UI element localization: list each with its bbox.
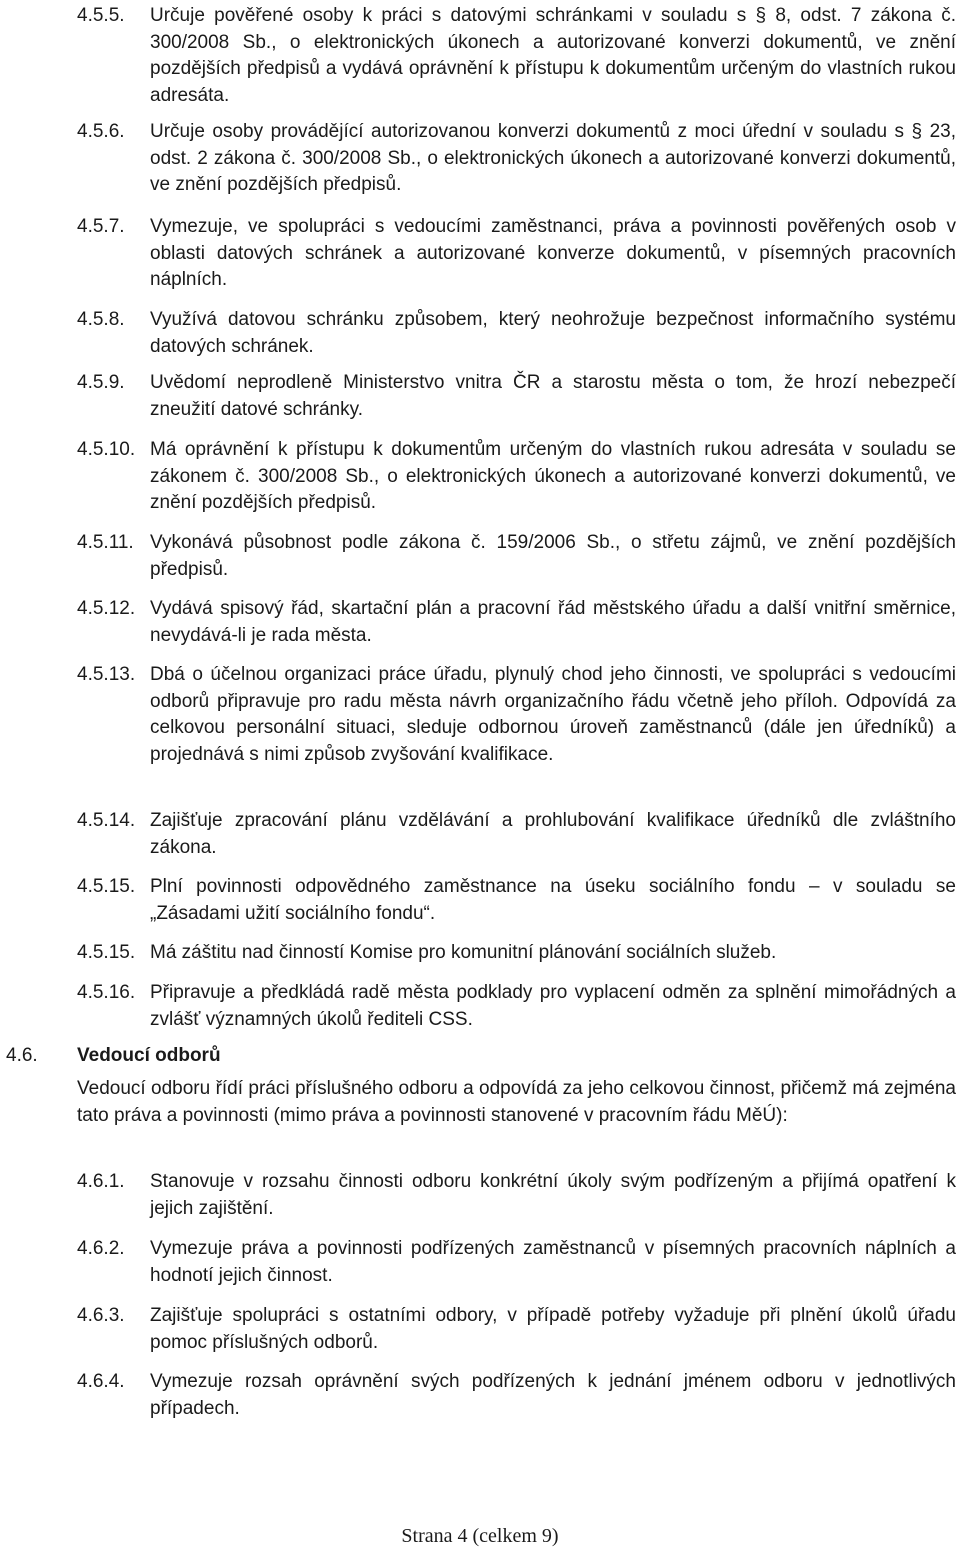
item-text: Uvědomí neprodleně Ministerstvo vnitra ČR a starostu města o tom, že hrozí nebezpečí zneužití datové schránky. bbox=[150, 372, 956, 420]
item-number: 4.6.1. bbox=[77, 1171, 125, 1192]
item-text: Zajišťuje zpracování plánu vzdělávání a prohlubování kvalifikace úředníků dle zvláštního zákona. bbox=[150, 810, 956, 858]
item-text: Plní povinnosti odpovědného zaměstnance na úseku sociálního fondu – v souladu se „Zásadami užití sociálního fondu“. bbox=[150, 876, 956, 924]
item-number: 4.5.11. bbox=[77, 532, 134, 553]
item-text: Využívá datovou schránku způsobem, který neohrožuje bezpečnost informačního systému datových schránek. bbox=[150, 309, 956, 357]
item-text: Zajišťuje spolupráci s ostatními odbory, v případě potřeby vyžaduje při plnění úkolů úřadu pomoc příslušných odborů. bbox=[150, 1305, 956, 1353]
item-text: Vymezuje práva a povinnosti podřízených zaměstnanců v písemných pracovních náplních a hodnotí jejich činnost. bbox=[150, 1238, 956, 1286]
item-number: 4.6.3. bbox=[77, 1305, 125, 1326]
item-number: 4.5.14. bbox=[77, 810, 136, 831]
item-number: 4.5.15. bbox=[77, 876, 136, 897]
item-number: 4.5.6. bbox=[77, 121, 125, 142]
item-number: 4.5.5. bbox=[77, 5, 125, 26]
item-text: Vykonává působnost podle zákona č. 159/2006 Sb., o střetu zájmů, ve znění pozdějších předpisů. bbox=[150, 532, 956, 580]
item-text: Určuje osoby provádějící autorizovanou konverzi dokumentů z moci úřední v souladu s § 23, odst. 2 zákona č. 300/2008 Sb., o elektronických úkonech a autorizované konverzi dokumentů, ve znění pozdějších předpisů. bbox=[150, 121, 956, 195]
page-footer: Strana 4 (celkem 9) bbox=[401, 1525, 559, 1547]
item-text: Připravuje a předkládá radě města podklady pro vyplacení odměn za splnění mimořádných a zvlášť významných úkolů řediteli CSS. bbox=[150, 982, 956, 1030]
item-text: Vymezuje, ve spolupráci s vedoucími zaměstnanci, práva a povinnosti pověřených osob v oblasti datových schránek a autorizované konverze dokumentů, v písemných pracovních náplních. bbox=[150, 216, 956, 290]
item-number: 4.5.15. bbox=[77, 942, 136, 963]
item-number: 4.5.16. bbox=[77, 982, 136, 1003]
item-number: 4.6.2. bbox=[77, 1238, 125, 1259]
item-number: 4.5.9. bbox=[77, 372, 125, 393]
item-number: 4.5.13. bbox=[77, 664, 136, 685]
item-text: Vydává spisový řád, skartační plán a pracovní řád městského úřadu a další vnitřní směrnice, nevydává-li je rada města. bbox=[150, 598, 956, 646]
section-title: Vedoucí odborů bbox=[77, 1045, 221, 1066]
item-text: Má oprávnění k přístupu k dokumentům určeným do vlastních rukou adresáta v souladu se zákonem č. 300/2008 Sb., o elektronických úkonech a autorizované konverzi dokumentů, ve znění pozdějších předpisů. bbox=[150, 439, 956, 513]
item-number: 4.5.12. bbox=[77, 598, 136, 619]
item-number: 4.6.4. bbox=[77, 1371, 125, 1392]
section-number: 4.6. bbox=[6, 1045, 38, 1066]
item-text: Má záštitu nad činností Komise pro komunitní plánování sociálních služeb. bbox=[150, 942, 777, 963]
item-text: Vymezuje rozsah oprávnění svých podřízených k jednání jménem odboru v jednotlivých případech. bbox=[150, 1371, 956, 1419]
item-text: Určuje pověřené osoby k práci s datovými schránkami v souladu s § 8, odst. 7 zákona č. 300/2008 Sb., o elektronických úkonech a autorizované konverzi dokumentů, ve znění pozdějších předpisů a vydává oprávnění k přístupu k dokumentům určeným do vlastních rukou adresáta. bbox=[150, 5, 956, 106]
item-text: Stanovuje v rozsahu činnosti odboru konkrétní úkoly svým podřízeným a přijímá opatření k jejich zajištění. bbox=[150, 1171, 956, 1219]
item-number: 4.5.8. bbox=[77, 309, 125, 330]
item-text: Dbá o účelnou organizaci práce úřadu, plynulý chod jeho činnosti, ve spolupráci s vedoucími odborů připravuje pro radu města návrh organizačního řádu včetně jeho příloh. Odpovídá za celkovou personální situaci, sleduje odbornou úroveň zaměstnanců (dále jen úředníků) a projednává s nimi způsob zvyšování kvalifikace. bbox=[150, 664, 956, 765]
item-number: 4.5.10. bbox=[77, 439, 136, 460]
section-intro: Vedoucí odboru řídí práci příslušného odboru a odpovídá za jeho celkovou činnost, přičemž má zejména tato práva a povinnosti (mimo práva a povinnosti stanovené v pracovním řádu MěÚ): bbox=[77, 1078, 956, 1126]
item-number: 4.5.7. bbox=[77, 216, 125, 237]
